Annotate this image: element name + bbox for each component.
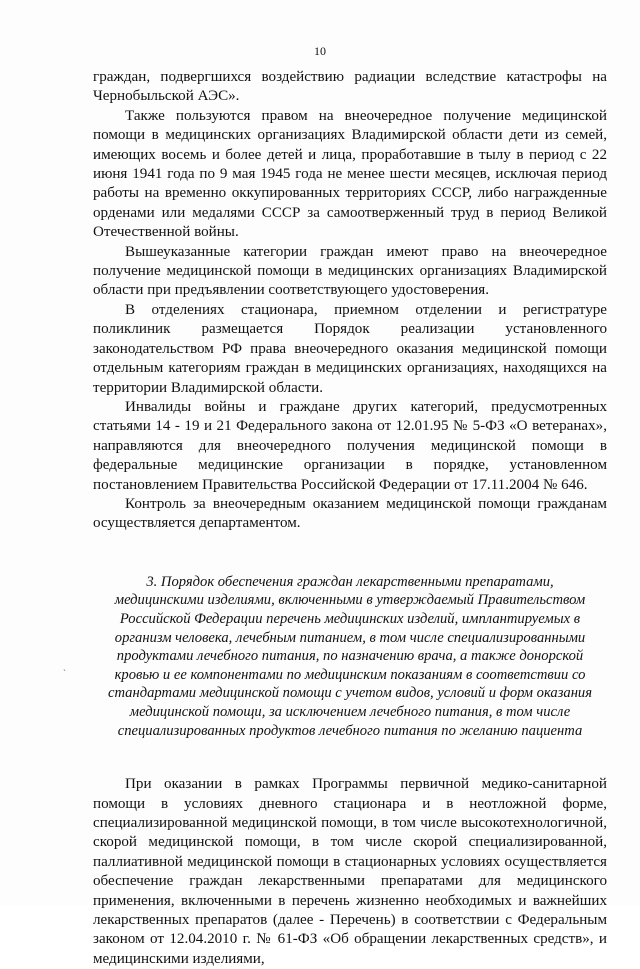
paragraph-war-invalids: Инвалиды войны и граждане других категорий, предусмотренных статьями 14 - 19 и 21 Федерального закона от 12.01.95 № 5-ФЗ «О ветеранах», направляются для внеочередного получения медицинской помощи в федеральные медицинские организации в порядке, установленном постановлением Правительства Российской Федерации от 17.11.2004 № 646. [93, 398, 607, 493]
paragraph-continuation: граждан, подвергшихся воздействию радиации вследствие катастрофы на Чернобыльской АЭС». [93, 69, 607, 105]
paragraph-posting-order: В отделениях стационара, приемном отделении и регистратуре поликлиник размещается Порядок реализации установленного законодательством РФ права внеочередного оказания медицинской помощи отдельным категориям граждан в медицинских организациях, находящихся на территории Владимирской области. [93, 301, 607, 396]
paragraph-control: Контроль за внеочередным оказанием медицинской помощи гражданам осуществляется департаментом. [93, 495, 607, 532]
scan-mark: ˎ [63, 661, 66, 671]
section-heading-3: 3. Порядок обеспечения граждан лекарственными препаратами, медицинскими изделиями, включенными в утверждаемый Правительством Российской Федерации перечень медицинских изделий, имплантируемых в организм человека, лечебным питанием, в том числе специализированными продуктами лечебного питания, по назначению врача, а также донорской кровью и ее компонентами по медицинским показаниям в соответствии со стандартами медицинской помощи с учетом видов, условий и форм оказания медицинской помощи, за исключением лечебного питания, в том числе специализированных продуктов лечебного питания по желанию пациента [107, 573, 593, 739]
document-body [93, 68, 607, 969]
paragraph-priority-rights: Также пользуются правом на внеочередное получение медицинской помощи в медицинских организациях Владимирской области дети из семей, имеющих восемь и более детей и лица, проработавшие в тылу в период с 22 июня 1941 года по 9 мая 1945 года не менее шести месяцев, исключая период работы на временно оккупированных территориях СССР, либо награжденные орденами или медалями СССР за самоотверженный труд в период Великой Отечественной войны. [93, 107, 607, 241]
page-number: 10 [314, 44, 326, 58]
paragraph-categories: Вышеуказанные категории граждан имеют право на внеочередное получение медицинской помощи в медицинских организациях Владимирской области при предъявлении соответствующего удостоверения. [93, 243, 607, 299]
paragraph-program-provision: При оказании в рамках Программы первичной медико-санитарной помощи в условиях дневного стационара и в неотложной форме, специализированной медицинской помощи, в том числе высокотехнологичной, скорой медицинской помощи, в том числе скорой специализированной, паллиативной медицинской помощи в стационарных условиях осуществляется обеспечение граждан лекарственными препаратами для медицинского применения, включенными в перечень жизненно необходимых и важнейших лекарственных препаратов (далее - Перечень) в соответствии с Федеральным законом от 12.04.2010 г. № 61-ФЗ «Об обращении лекарственных средств», и медицинскими изделиями, [93, 776, 607, 967]
